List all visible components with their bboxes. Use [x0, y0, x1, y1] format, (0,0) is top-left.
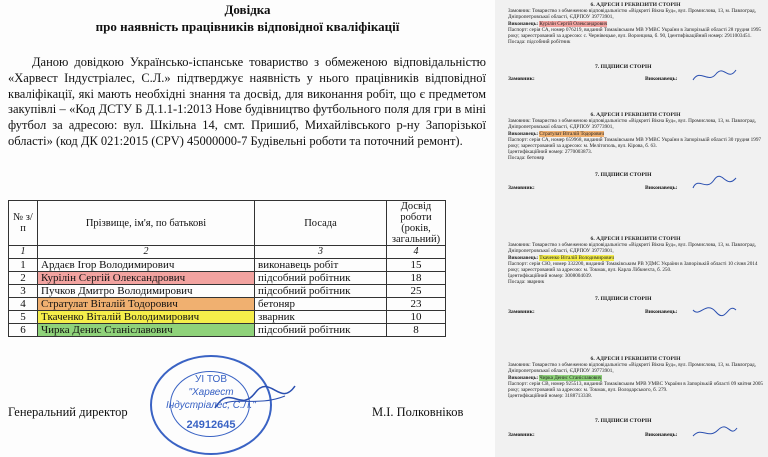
- document-title: Довідка: [224, 2, 271, 17]
- employer-sign-label: Замовник:: [508, 309, 535, 315]
- row-position: бетоняр: [255, 298, 387, 311]
- header-position: Посада: [255, 201, 387, 246]
- contract-passport: Паспорт: серія СЮ, номер 332200, виданий Томаківським РВ УДМС України в Запорізькій області 10 січня 2014 року; зареєстрований за адресою: м. Токмак, вул. Карла Лібкнехта, б. 250.: [508, 260, 758, 274]
- stamp-code: 24912645: [186, 419, 236, 431]
- row-name: Стратулат Віталій Тодорович: [38, 298, 255, 311]
- row-name: Курілін Сергій Олександрович: [38, 272, 255, 285]
- row-name: Ардаєв Ігор Володимирович: [38, 259, 255, 272]
- contract-position: Посада: зварник: [508, 279, 545, 286]
- signatures-header: 7. ПІДПИСИ СТОРІН: [595, 172, 652, 178]
- executor-label: Виконавець:: [508, 254, 539, 261]
- contract-employer: Замовник: Товариство з обмеженою відповідальністю «Відкриті Вікна Буд», вул. Промислова, 13, м. Павлоград, Дніпропетровської області, ЄДРПОУ 39773901,: [508, 242, 756, 255]
- signatures-header: 7. ПІДПИСИ СТОРІН: [595, 64, 652, 70]
- row-name: Чирка Денис Станіславович: [38, 324, 255, 337]
- executor-signature: [690, 66, 740, 86]
- executor-label: Виконавець:: [508, 20, 539, 27]
- contract-id: Ідентифікаційний номер: 3188713338.: [508, 393, 593, 400]
- index-cell: 4: [387, 246, 446, 259]
- table-row: [9, 259, 446, 272]
- table-row: [9, 272, 446, 285]
- executor-sign-label: Виконавець:: [645, 185, 678, 191]
- row-experience: 10: [387, 311, 446, 324]
- row-experience: 15: [387, 259, 446, 272]
- contract-passport: Паспорт: серія СВ, номер 925513, виданий Томаківським МРВ УМВС України в Запорізькій області 09 квітня 2005 року; зареєстрований за адресою: м. Токмак, вул. Володарського, б. 279.: [508, 380, 764, 394]
- director-title: Генеральний директор: [8, 405, 128, 419]
- index-cell: 3: [255, 246, 387, 259]
- employer-sign-label: Замовник:: [508, 185, 535, 191]
- executor-signature: [690, 298, 740, 320]
- executor-label: Виконавець:: [508, 130, 539, 137]
- contract-block-3: [508, 236, 763, 286]
- table-row: [9, 324, 446, 337]
- contract-block-2: [508, 112, 763, 162]
- contract-block-1: [508, 2, 763, 45]
- contract-header: 6. АДРЕСИ І РЕКВІЗИТИ СТОРІН: [590, 112, 681, 118]
- staff-table: [8, 200, 446, 337]
- stamp-line-3: Індустріалес, С.Л.": [166, 400, 256, 411]
- row-number: 4: [9, 298, 38, 311]
- row-position: підсобний робітник: [255, 272, 387, 285]
- contract-header: 6. АДРЕСИ І РЕКВІЗИТИ СТОРІН: [590, 236, 681, 242]
- row-position: підсобний робітник: [255, 324, 387, 337]
- table-row: [9, 311, 446, 324]
- row-name: Ткаченко Віталій Володимирович: [38, 311, 255, 324]
- row-position: виконавець робіт: [255, 259, 387, 272]
- index-cell: 1: [9, 246, 38, 259]
- signatures-header: 7. ПІДПИСИ СТОРІН: [595, 296, 652, 302]
- executor-signature: [690, 422, 740, 444]
- row-position: зварник: [255, 311, 387, 324]
- contract-id: Ідентифікаційний номер: 2770003873.: [508, 149, 593, 156]
- document-subtitle: про наявність працівників відповідної кваліфікації: [95, 19, 400, 34]
- header-experience: Досвід роботи (років, загальний): [387, 201, 446, 246]
- contract-header: 6. АДРЕСИ І РЕКВІЗИТИ СТОРІН: [590, 2, 681, 8]
- header-name: Прізвище, ім'я, по батькові: [38, 201, 255, 246]
- director-name: М.І. Полковніков: [372, 405, 464, 419]
- executor-sign-label: Виконавець:: [645, 76, 678, 82]
- table-index-row: [9, 246, 446, 259]
- contract-id: Ідентифікаційний номер: 3008004039.: [508, 273, 593, 280]
- index-cell: 2: [38, 246, 255, 259]
- row-number: 6: [9, 324, 38, 337]
- contract-employer: Замовник: Товариство з обмеженою відповідальністю «Відкриті Вікна Буд», вул. Промислова, 13, м. Павлоград, Дніпропетровської області, ЄДРПОУ 39773901,: [508, 118, 756, 131]
- table-row: [9, 285, 446, 298]
- row-experience: 25: [387, 285, 446, 298]
- executor-sign-label: Виконавець:: [645, 432, 678, 438]
- director-signature: [210, 378, 300, 418]
- row-position: підсобний робітник: [255, 285, 387, 298]
- header-number: № з/п: [9, 201, 38, 246]
- executor-sign-label: Виконавець:: [645, 309, 678, 315]
- employer-sign-label: Замовник:: [508, 432, 535, 438]
- contract-position: Посада: бетоняр: [508, 155, 545, 162]
- row-experience: 18: [387, 272, 446, 285]
- employer-sign-label: Замовник:: [508, 76, 535, 82]
- row-number: 2: [9, 272, 38, 285]
- contract-header: 6. АДРЕСИ І РЕКВІЗИТИ СТОРІН: [590, 356, 681, 362]
- signatures-header: 7. ПІДПИСИ СТОРІН: [595, 418, 652, 424]
- executor-name: Ткаченко Віталій Володимирович: [539, 254, 615, 261]
- stamp-line-1: УІ ТОВ: [194, 374, 228, 385]
- row-experience: 23: [387, 298, 446, 311]
- contract-employer: Замовник: Товариство з обмеженою відповідальністю «Відкриті Вікна Буд», вул. Промислова, 13, м. Павлоград, Дніпропетровської області, ЄДРПОУ 39773901,: [508, 362, 756, 375]
- table-header-row: [9, 201, 446, 246]
- row-name: Пучков Дмитро Володимирович: [38, 285, 255, 298]
- row-number: 1: [9, 259, 38, 272]
- contract-block-4: [508, 356, 763, 399]
- contract-passport: Паспорт: серія СА, номер 076219, виданий Томаківським МВ УМВС України в Запорізькій області 28 грудня 1995 року; зареєстрований за адресою: с. Чернівецьке, вул. Воронцова, б. 90, Ідентифікаційний номер: 2911003451.: [508, 26, 762, 40]
- stamp-line-2: "Харвест: [188, 387, 234, 398]
- executor-signature: [690, 172, 740, 194]
- executor-name: Курілін Сергій Олександрович: [539, 20, 608, 27]
- row-experience: 8: [387, 324, 446, 337]
- table-row: [9, 298, 446, 311]
- row-number: 5: [9, 311, 38, 324]
- document-body: Даною довідкою Українсько-іспанське товариство з обмеженою відповідальністю «Харвест Індустріалес, С.Л.» підтверджує наявність у нього працівників відповідної кваліфікації, які мають необхідні знання та досвід, для виконання робіт, що є предметом закупівлі – «Код ДСТУ Б Д.1.1-1:2013 Нове будівництво футбольного поля для гри в міні футбол за адресою: вул. Шкільна 14, смт. Пришиб, Михайлівського р-ну Запорізької області» (код ДК 021:2015 (CPV) 45000000-7 Будівельні роботи та поточний ремонт).: [8, 55, 486, 148]
- contract-employer: Замовник: Товариство з обмеженою відповідальністю «Відкриті Вікна Буд», вул. Промислова, 13, м. Павлоград, Дніпропетровської області, ЄДРПОУ 39773901,: [508, 8, 756, 21]
- executor-label: Виконавець:: [508, 374, 539, 381]
- contract-passport: Паспорт: серія СА, номер 659968, виданий Томаківським МВ УМВС України в Запорізькій області 30 грудня 1997 року; зареєстрований за адресою: м. Мелітополь, вул. Кірова, б. 63.: [508, 136, 762, 150]
- executor-name: Чирка Денис Станіславович: [539, 374, 602, 381]
- contract-position: Посада: підсобний робітник: [508, 39, 571, 46]
- row-number: 3: [9, 285, 38, 298]
- executor-name: Стратулат Віталій Тодорович: [539, 130, 604, 137]
